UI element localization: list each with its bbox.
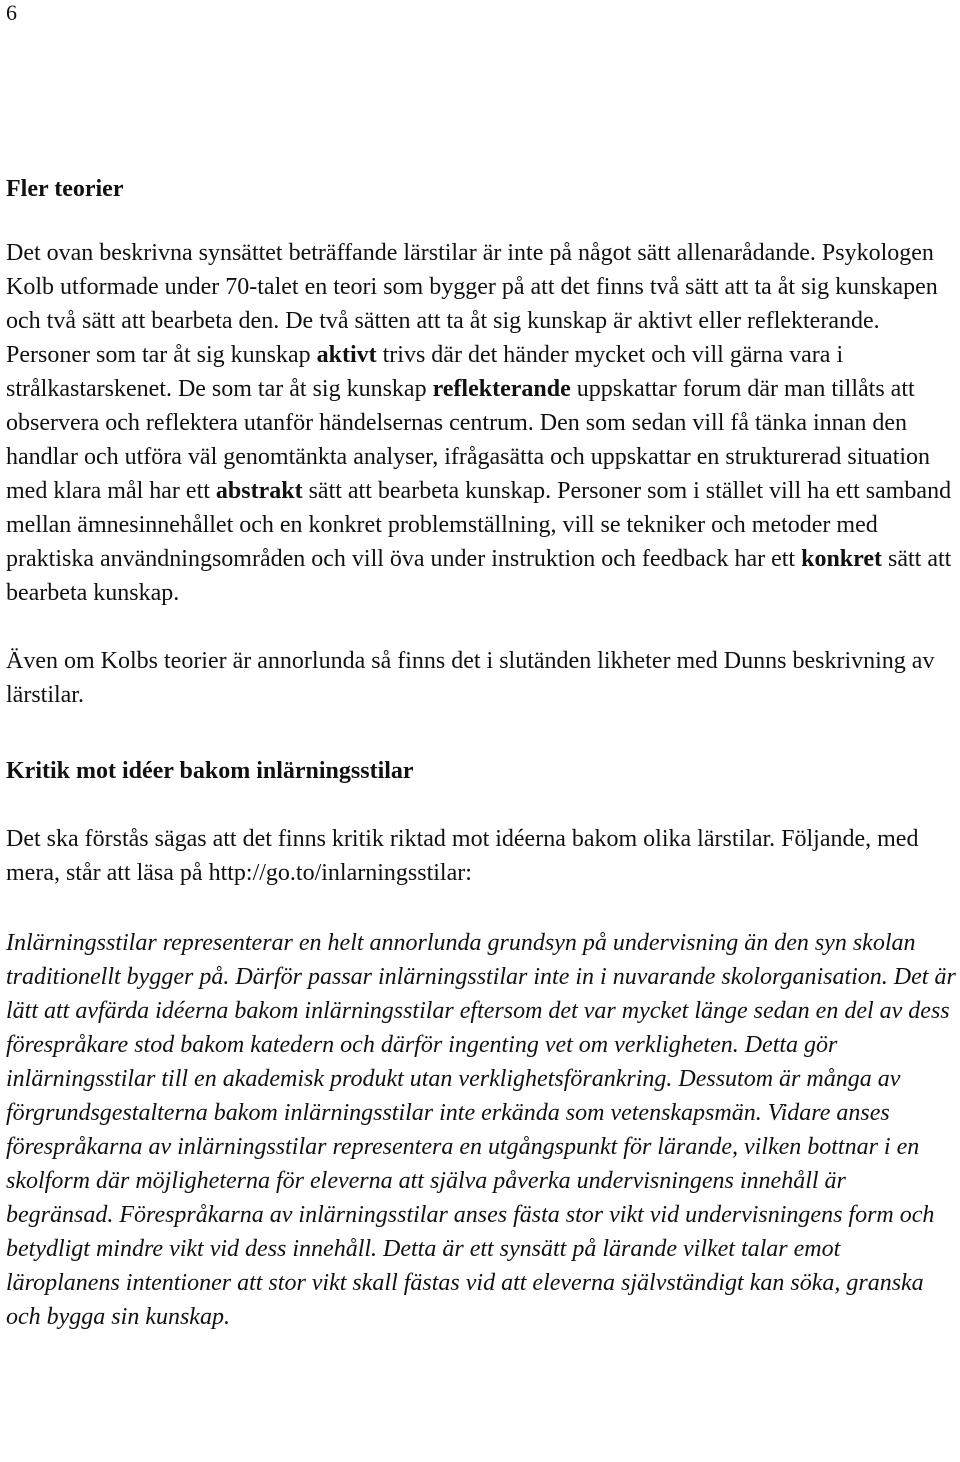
paragraph-kolb-dunn: Även om Kolbs teorier är annorlunda så finns det i slutänden likheter med Dunns beskrivning av lärstilar. xyxy=(6,648,935,708)
text-segment: sätt att bearbeta kunskap. Personer som i stället vill ha ett samband mellan ämnesinnehållet och en konkret problemställning, vill se tekniker och metoder med praktiska användningsområden och vill öva under instruktion och feedback har ett xyxy=(6,478,952,572)
text-segment: trivs där det händer mycket och vill gärna vara i strålkastarskenet. De som tar åt sig kunskap xyxy=(6,342,844,402)
text-segment: uppskattar forum där man tillåts att observera och reflektera utanför händelsernas centrum. Den som sedan vill få tänka innan den handlar och utföra väl genomtänkta analyser, ifrågasätta och uppskattar en strukturerad situation med klara mål har ett xyxy=(6,376,931,504)
paragraph-kritik-intro: Det ska förstås sägas att det finns kritik riktad mot idéerna bakom olika lärstilar. Följande, med mera, står att läsa på http://go.to/inlarningsstilar: xyxy=(6,826,919,886)
bold-term-reflekterande: reflekterande xyxy=(432,376,571,402)
text-segment: sätt att bearbeta kunskap. xyxy=(6,546,952,606)
bold-term-aktivt: aktivt xyxy=(316,342,377,368)
section-heading-fler-teorier: Fler teorier xyxy=(6,176,124,202)
section-heading-kritik: Kritik mot idéer bakom inlärningsstilar xyxy=(6,758,414,784)
bold-term-abstrakt: abstrakt xyxy=(215,478,303,504)
document-body xyxy=(6,172,956,1334)
text-segment: Det ovan beskrivna synsättet beträffande lärstilar är inte på något sätt allenarådande. Psykologen Kolb utformade under 70-talet en teori som bygger på att det finns två sätt att ta åt sig kunskapen och två sätt att bearbeta den. De två sätten att ta åt sig kunskap är aktivt eller reflekterande. Personer som tar åt sig kunskap xyxy=(6,240,938,368)
paragraph-kolb-theory xyxy=(6,236,956,610)
page-number: 6 xyxy=(6,0,17,25)
bold-term-konkret: konkret xyxy=(801,546,882,572)
quote-block: Inlärningsstilar representerar en helt annorlunda grundsyn på undervisning än den syn skolan traditionellt bygger på. Därför passar inlärningsstilar inte in i nuvarande skolorganisation. Det är lätt att avfärda idéerna bakom inlärningsstilar eftersom det var mycket länge sedan en del av dess förespråkare stod bakom katedern och därför ingenting vet om verkligheten. Detta gör inlärningsstilar till en akademisk produkt utan verklighetsförankring. Dessutom är många av förgrundsgestalterna bakom inlärningsstilar inte erkända som vetenskapsmän. Vidare anses förespråkarna av inlärningsstilar representera en utgångspunkt för lärande, vilken bottnar i en skolform där möjligheterna för eleverna att själva påverka undervisningens innehåll är begränsad. Förespråkarna av inlärningsstilar anses fästa stor vikt vid undervisningens form och betydligt mindre vikt vid dess innehåll. Detta är ett synsätt på lärande vilket talar emot läroplanens intentioner att stor vikt skall fästas vid att eleverna självständigt kan söka, granska och bygga sin kunskap. xyxy=(6,930,956,1330)
